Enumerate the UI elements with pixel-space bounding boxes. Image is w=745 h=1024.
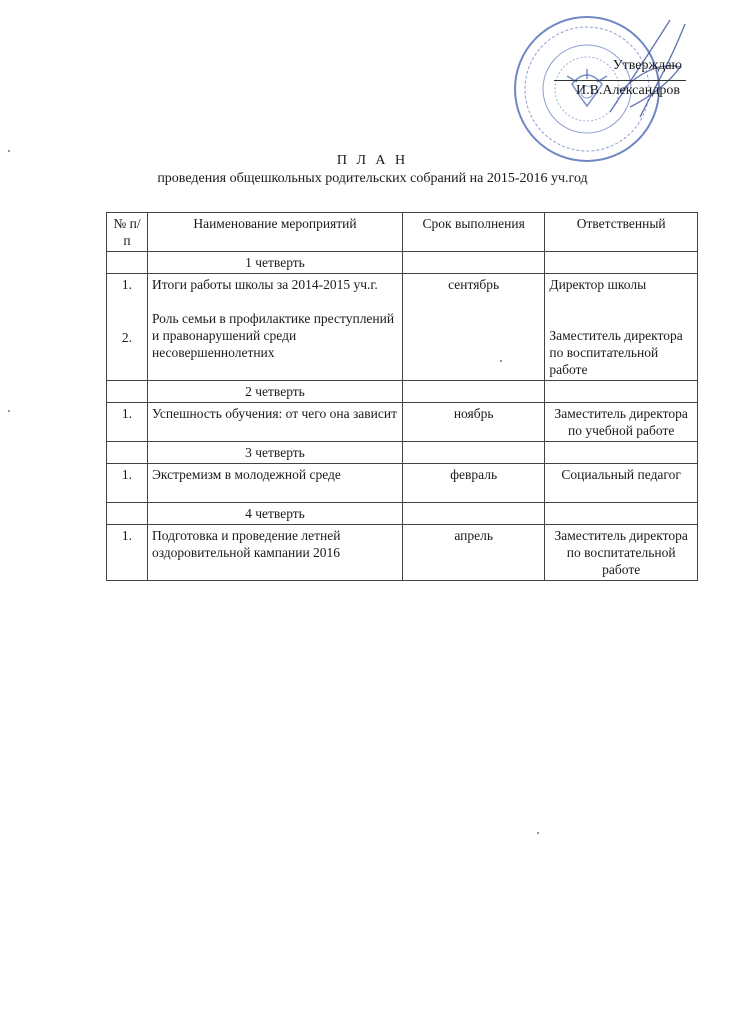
quarter-row-4: [107, 503, 698, 525]
responsible-text: Заместитель директора по учебной работе: [545, 403, 698, 442]
approval-block: [548, 58, 688, 101]
responsible-text: Заместитель директора по воспитательной работе: [545, 525, 698, 581]
row-number: 1.: [107, 525, 148, 581]
quarter-label: 3 четверть: [147, 442, 402, 464]
meetings-plan-table: [106, 212, 698, 581]
deadline-cell: февраль: [403, 464, 545, 503]
table-header-row: [107, 213, 698, 252]
quarter-row-2: [107, 381, 698, 403]
plan-heading: П Л А Н: [336, 153, 409, 168]
table-row: [107, 403, 698, 442]
event-cell: [147, 274, 402, 381]
quarter-label: 1 четверть: [147, 252, 402, 274]
deadline-cell: апрель: [403, 525, 545, 581]
responsible-cell: [545, 274, 698, 381]
responsible-text: Заместитель директора по воспитательной работе: [549, 328, 683, 377]
row-number: 1.: [121, 277, 133, 292]
row-number: 1.: [107, 464, 148, 503]
row-number: 2.: [121, 330, 133, 345]
quarter-label: 2 четверть: [147, 381, 402, 403]
signature-line: [554, 80, 686, 81]
header-number: № п/п: [107, 213, 148, 252]
event-text: Роль семьи в профилактике преступлений и правонарушений среди несовершеннолетних: [151, 311, 395, 360]
header-deadline: Срок выполнения: [403, 213, 545, 252]
table-row: [107, 464, 698, 503]
plan-subtitle: проведения общешкольных родительских собраний на 2015-2016 уч.год: [157, 171, 588, 186]
deadline-cell: сентябрь: [403, 274, 545, 381]
event-text: Успешность обучения: от чего она зависит: [147, 403, 402, 442]
scan-speck: [8, 150, 10, 152]
event-text: Итоги работы школы за 2014-2015 уч.г.: [151, 277, 378, 292]
scan-speck: [8, 410, 10, 412]
deadline-cell: ноябрь: [403, 403, 545, 442]
header-event: Наименование мероприятий: [147, 213, 402, 252]
approval-label: Утверждаю: [612, 58, 682, 73]
row-number-cell: [107, 274, 148, 381]
table-row: [107, 525, 698, 581]
event-text: [147, 464, 402, 503]
scan-speck: [500, 360, 502, 362]
quarter-row-3: [107, 442, 698, 464]
document-title: [0, 152, 745, 188]
signatory-name: И.В.Александров: [575, 83, 680, 98]
responsible-text: Социальный педагог: [545, 464, 698, 503]
header-responsible: Ответственный: [545, 213, 698, 252]
event-text-body: Экстремизм в молодежной среде: [151, 467, 341, 482]
scan-speck: [537, 832, 539, 834]
row-number: 1.: [107, 403, 148, 442]
quarter-label: 4 четверть: [147, 503, 402, 525]
table-row: [107, 274, 698, 381]
responsible-text: Директор школы: [549, 277, 647, 292]
event-text: Подготовка и проведение летней оздоровительной кампании 2016: [147, 525, 402, 581]
quarter-row-1: [107, 252, 698, 274]
